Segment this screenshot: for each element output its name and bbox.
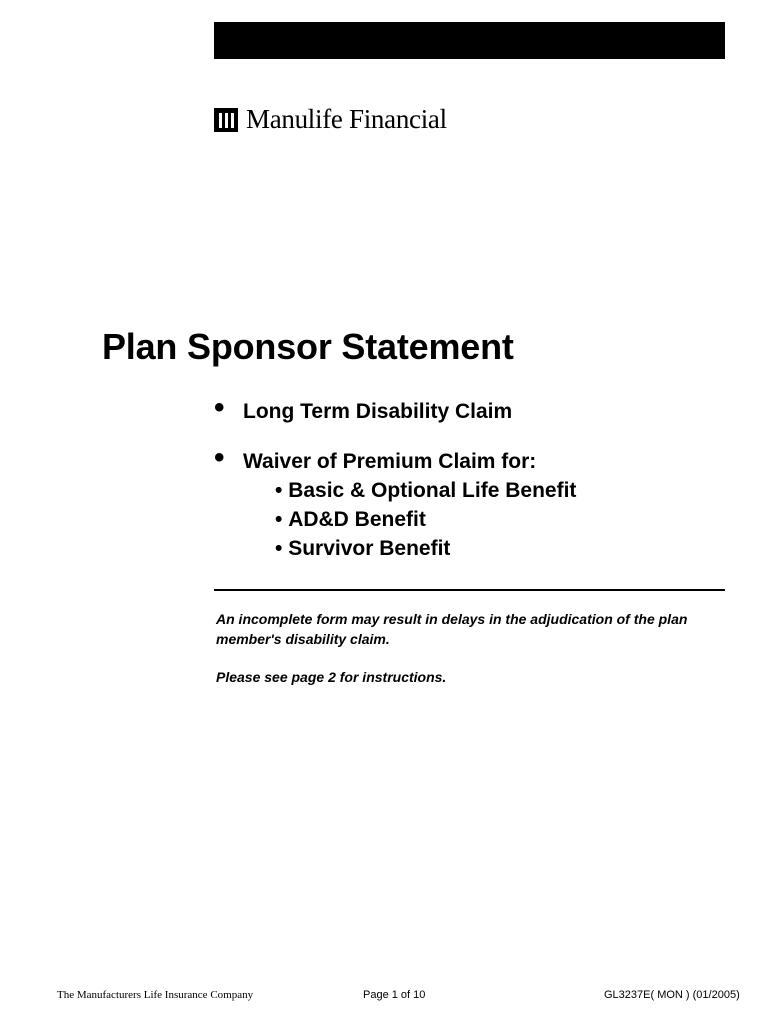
divider bbox=[214, 589, 725, 591]
sub-item-survivor-benefit: • Survivor Benefit bbox=[275, 534, 576, 563]
company-logo bbox=[214, 104, 447, 134]
list-item-ltd-claim bbox=[214, 397, 576, 426]
footer-page-number: Page 1 of 10 bbox=[363, 989, 426, 1001]
logo-text: Manulife Financial bbox=[246, 103, 447, 134]
sub-item-basic-optional-life: • Basic & Optional Life Benefit bbox=[275, 476, 576, 505]
claim-label: Long Term Disability Claim bbox=[243, 400, 513, 423]
manulife-logo-icon bbox=[214, 108, 238, 132]
page-title: Plan Sponsor Statement bbox=[102, 326, 514, 367]
list-item-waiver-claim bbox=[214, 447, 576, 563]
benefit-sub-list bbox=[243, 476, 576, 563]
footer-form-code: GL3237E( MON ) (01/2005) bbox=[604, 989, 740, 1001]
footer-company: The Manufacturers Life Insurance Company bbox=[57, 989, 254, 1001]
claim-label: Waiver of Premium Claim for: bbox=[243, 450, 537, 473]
claim-type-list bbox=[214, 397, 576, 563]
instructions-note: Please see page 2 for instructions. bbox=[216, 669, 447, 685]
sub-item-add-benefit: • AD&D Benefit bbox=[275, 505, 576, 534]
incomplete-form-note: An incomplete form may result in delays in the adjudication of the plan member's disability claim. bbox=[216, 611, 688, 647]
header-black-bar bbox=[214, 22, 725, 59]
